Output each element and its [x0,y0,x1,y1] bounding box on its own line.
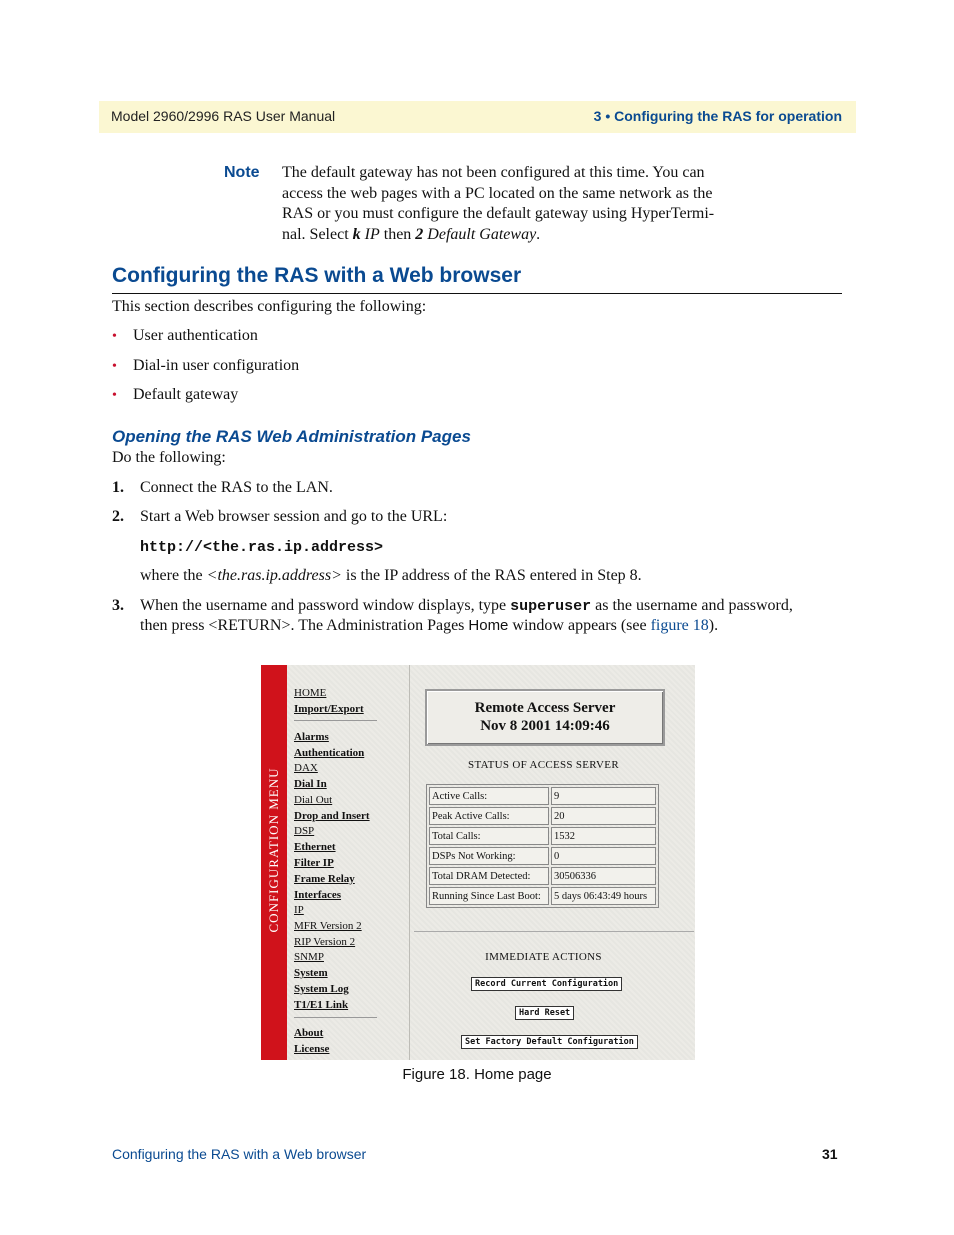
bullet-item: • Dial-in user configuration [112,357,300,374]
ras-title-box [425,689,665,746]
step-text: When the username and password window displays, type superuser as the username and password, [140,597,793,615]
config-menu-title: CONFIGURATION MENU [266,767,281,933]
section-title: Configuring the RAS with a Web browser [112,264,522,287]
bullet-icon: • [112,359,117,374]
menu-separator [294,1017,377,1018]
section-divider [414,931,694,932]
menu-link-dial-in[interactable]: Dial In [294,778,327,790]
bullet-item: • Default gateway [112,386,239,403]
record-configuration-button[interactable]: Record Current Configuration [471,977,622,991]
bullet-icon: • [112,388,117,403]
table-row: Peak Active Calls: 20 [429,807,656,825]
menu-separator [294,720,377,721]
menu-link-license[interactable]: License [294,1043,330,1055]
where-text: where the <the.ras.ip.address> is the IP address of the RAS entered in Step 8. [140,567,642,584]
bullet-icon: • [112,329,117,344]
frame-divider [409,665,410,1060]
step-number: 2. [112,508,124,525]
menu-link-about[interactable]: About [294,1027,324,1039]
note-text [282,163,742,245]
step-number: 1. [112,479,124,496]
subsection-intro: Do the following: [112,449,226,466]
menu-link-ethernet[interactable]: Ethernet [294,841,336,853]
footer-section-title: Configuring the RAS with a Web browser [112,1146,367,1162]
factory-default-button[interactable]: Set Factory Default Configuration [461,1035,638,1049]
url-code: http://<the.ras.ip.address> [140,539,384,556]
note-line: access the web pages with a PC located on the same network as the [282,184,713,202]
menu-link-rip-version-2[interactable]: RIP Version 2 [294,936,356,948]
menu-link-dsp[interactable]: DSP [294,825,315,837]
menu-link-frame-relay[interactable]: Frame Relay [294,873,355,885]
running-header [99,101,856,133]
step-text: then press <RETURN>. The Administration Pages Home window appears (see figure 18). [140,617,719,634]
header-manual-title: Model 2960/2996 RAS User Manual [111,108,336,124]
table-row: Total Calls: 1532 [429,827,656,845]
table-row: Running Since Last Boot: 5 days 06:43:49 hours [429,887,656,905]
step-text: Start a Web browser session and go to the URL: [140,508,448,525]
menu-link-ip[interactable]: IP [294,904,304,916]
figure-link[interactable]: figure 18 [650,617,709,634]
menu-link-authentication[interactable]: Authentication [294,747,365,759]
note-line: RAS or you must configure the default gateway using HyperTermi- [282,205,715,222]
table-row: Active Calls: 9 [429,787,656,805]
menu-link-filter-ip[interactable]: Filter IP [294,857,334,869]
menu-link-system[interactable]: System [294,967,328,979]
menu-link-home[interactable]: HOME [294,687,327,699]
status-title: STATUS OF ACCESS SERVER [468,759,619,771]
menu-link-t1-e1-link[interactable]: T1/E1 Link [294,999,349,1011]
menu-link-snmp[interactable]: SNMP [294,951,324,963]
step-text: Connect the RAS to the LAN. [140,479,333,496]
menu-link-system-log[interactable]: System Log [294,983,349,995]
section-intro: This section describes configuring the following: [112,298,427,315]
figure-caption: Figure 18. Home page [402,1066,552,1083]
figure-screenshot [261,665,695,1060]
note-line: nal. Select k IP then 2 Default Gateway. [282,225,541,243]
subsection-title: Opening the RAS Web Administration Pages [112,427,471,446]
ras-title: Remote Access Server [474,700,616,716]
menu-link-drop-and-insert[interactable]: Drop and Insert [294,810,370,822]
immediate-actions-title: IMMEDIATE ACTIONS [485,951,602,963]
menu-link-dial-out[interactable]: Dial Out [294,794,333,806]
bullet-item: • User authentication [112,327,258,344]
menu-link-interfaces[interactable]: Interfaces [294,889,342,901]
table-row: DSPs Not Working: 0 [429,847,656,865]
page-number: 31 [822,1146,838,1162]
status-table [426,784,659,908]
menu-link-mfr-version-2[interactable]: MFR Version 2 [294,920,362,932]
menu-link-dax[interactable]: DAX [294,762,318,774]
header-chapter-title: 3 • Configuring the RAS for operation [593,108,842,124]
menu-link-import-export[interactable]: Import/Export [294,703,364,715]
section-rule [112,293,842,294]
table-row: Total DRAM Detected: 30506336 [429,867,656,885]
ras-timestamp: Nov 8 2001 14:09:46 [480,718,610,734]
note-label: Note [224,164,260,181]
hard-reset-button[interactable]: Hard Reset [515,1006,574,1020]
menu-link-alarms[interactable]: Alarms [294,731,329,743]
step-number: 3. [112,597,124,614]
note-line: The default gateway has not been configured at this time. You can [282,164,705,181]
